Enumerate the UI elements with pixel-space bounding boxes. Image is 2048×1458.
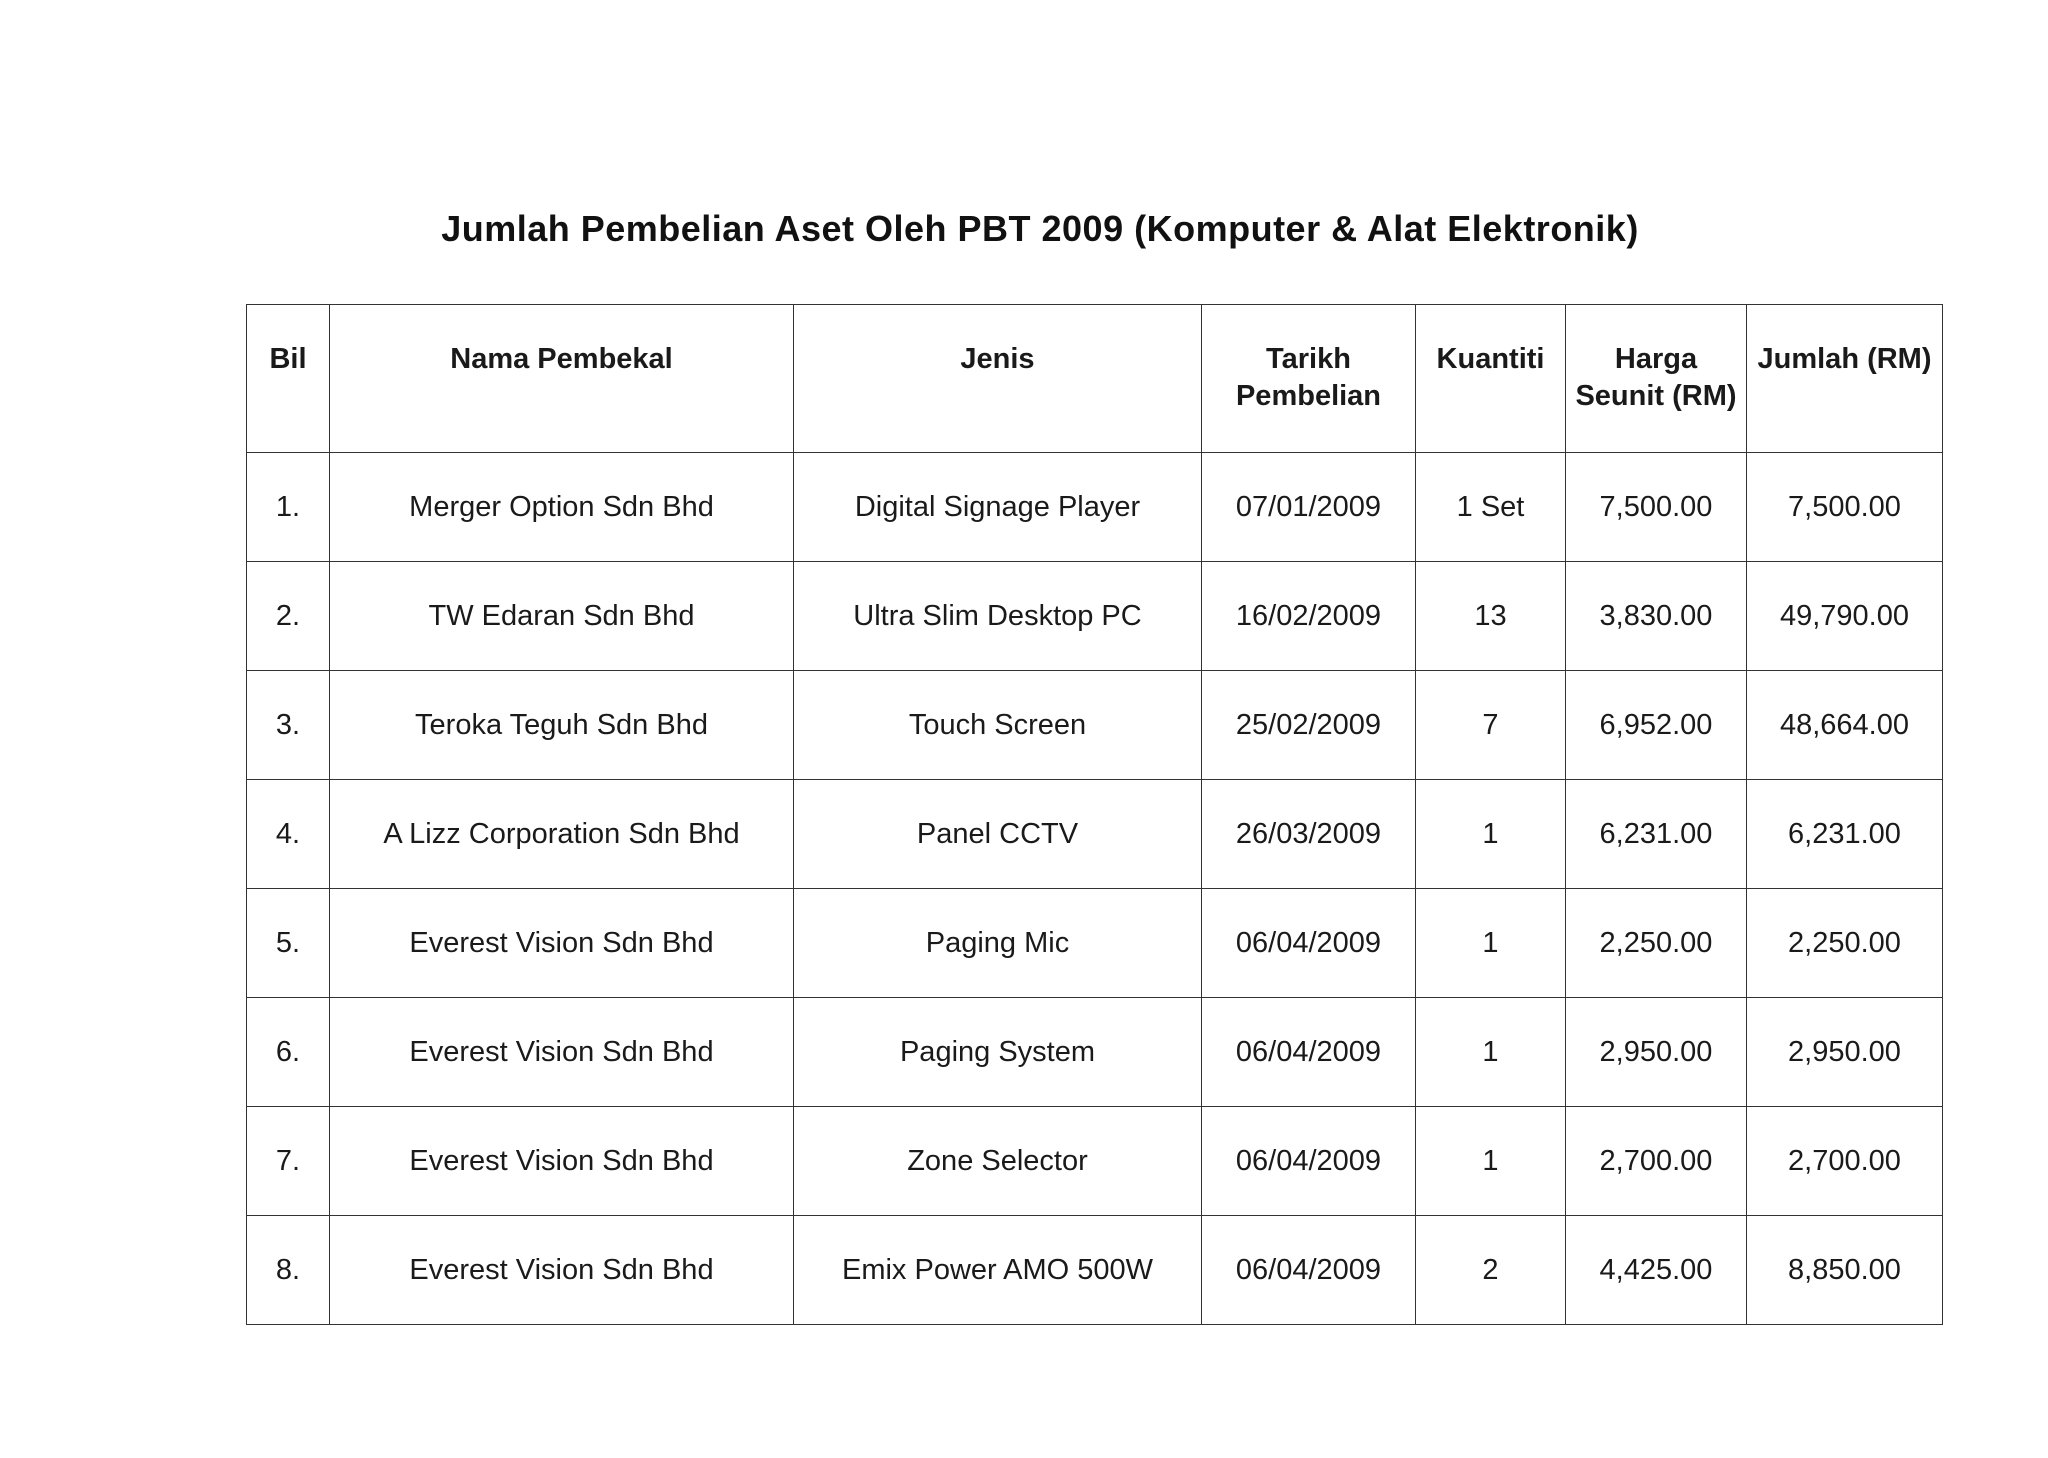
header-jenis: Jenis (794, 305, 1202, 453)
asset-purchase-table (246, 304, 1943, 1325)
cell-tarikh: 06/04/2009 (1202, 1216, 1416, 1325)
cell-jenis: Zone Selector (794, 1107, 1202, 1216)
cell-bil: 5. (247, 889, 330, 998)
cell-kuantiti: 1 (1416, 780, 1566, 889)
cell-harga: 2,250.00 (1566, 889, 1747, 998)
cell-tarikh: 06/04/2009 (1202, 1107, 1416, 1216)
document-title: Jumlah Pembelian Aset Oleh PBT 2009 (Komputer & Alat Elektronik) (441, 208, 1639, 249)
cell-tarikh: 06/04/2009 (1202, 889, 1416, 998)
cell-tarikh: 16/02/2009 (1202, 562, 1416, 671)
cell-kuantiti: 2 (1416, 1216, 1566, 1325)
table-row (247, 780, 1943, 889)
cell-jenis: Paging Mic (794, 889, 1202, 998)
cell-bil: 8. (247, 1216, 330, 1325)
table-row (247, 453, 1943, 562)
cell-nama-pembekal: Everest Vision Sdn Bhd (330, 1216, 794, 1325)
cell-nama-pembekal: A Lizz Corporation Sdn Bhd (330, 780, 794, 889)
table-header-row (247, 305, 1943, 453)
cell-nama-pembekal: Everest Vision Sdn Bhd (330, 889, 794, 998)
cell-jenis: Paging System (794, 998, 1202, 1107)
cell-jenis: Panel CCTV (794, 780, 1202, 889)
cell-tarikh: 25/02/2009 (1202, 671, 1416, 780)
cell-bil: 6. (247, 998, 330, 1107)
cell-harga: 2,700.00 (1566, 1107, 1747, 1216)
cell-bil: 1. (247, 453, 330, 562)
cell-nama-pembekal: Everest Vision Sdn Bhd (330, 998, 794, 1107)
cell-tarikh: 07/01/2009 (1202, 453, 1416, 562)
cell-jumlah: 7,500.00 (1747, 453, 1943, 562)
cell-harga: 7,500.00 (1566, 453, 1747, 562)
table-row (247, 998, 1943, 1107)
cell-jumlah: 2,700.00 (1747, 1107, 1943, 1216)
cell-jumlah: 2,950.00 (1747, 998, 1943, 1107)
cell-bil: 4. (247, 780, 330, 889)
table-row (247, 1107, 1943, 1216)
cell-jumlah: 49,790.00 (1747, 562, 1943, 671)
cell-bil: 7. (247, 1107, 330, 1216)
cell-jenis: Touch Screen (794, 671, 1202, 780)
cell-jumlah: 48,664.00 (1747, 671, 1943, 780)
header-bil: Bil (247, 305, 330, 453)
header-tarikh-pembelian: Tarikh Pembelian (1202, 305, 1416, 453)
cell-jenis: Emix Power AMO 500W (794, 1216, 1202, 1325)
cell-nama-pembekal: TW Edaran Sdn Bhd (330, 562, 794, 671)
cell-nama-pembekal: Merger Option Sdn Bhd (330, 453, 794, 562)
table-row (247, 562, 1943, 671)
header-harga-seunit: Harga Seunit (RM) (1566, 305, 1747, 453)
cell-kuantiti: 1 (1416, 998, 1566, 1107)
header-nama-pembekal: Nama Pembekal (330, 305, 794, 453)
cell-kuantiti: 1 Set (1416, 453, 1566, 562)
cell-bil: 3. (247, 671, 330, 780)
cell-kuantiti: 1 (1416, 889, 1566, 998)
cell-harga: 2,950.00 (1566, 998, 1747, 1107)
cell-nama-pembekal: Everest Vision Sdn Bhd (330, 1107, 794, 1216)
cell-kuantiti: 1 (1416, 1107, 1566, 1216)
cell-jumlah: 6,231.00 (1747, 780, 1943, 889)
cell-harga: 6,952.00 (1566, 671, 1747, 780)
cell-jumlah: 8,850.00 (1747, 1216, 1943, 1325)
header-jumlah: Jumlah (RM) (1747, 305, 1943, 453)
table-row (247, 671, 1943, 780)
cell-kuantiti: 7 (1416, 671, 1566, 780)
header-kuantiti: Kuantiti (1416, 305, 1566, 453)
cell-harga: 4,425.00 (1566, 1216, 1747, 1325)
cell-tarikh: 26/03/2009 (1202, 780, 1416, 889)
cell-tarikh: 06/04/2009 (1202, 998, 1416, 1107)
cell-jenis: Digital Signage Player (794, 453, 1202, 562)
asset-table-container (246, 304, 1943, 1325)
cell-harga: 3,830.00 (1566, 562, 1747, 671)
cell-nama-pembekal: Teroka Teguh Sdn Bhd (330, 671, 794, 780)
table-row (247, 889, 1943, 998)
cell-kuantiti: 13 (1416, 562, 1566, 671)
table-row (247, 1216, 1943, 1325)
cell-bil: 2. (247, 562, 330, 671)
cell-jenis: Ultra Slim Desktop PC (794, 562, 1202, 671)
cell-jumlah: 2,250.00 (1747, 889, 1943, 998)
cell-harga: 6,231.00 (1566, 780, 1747, 889)
